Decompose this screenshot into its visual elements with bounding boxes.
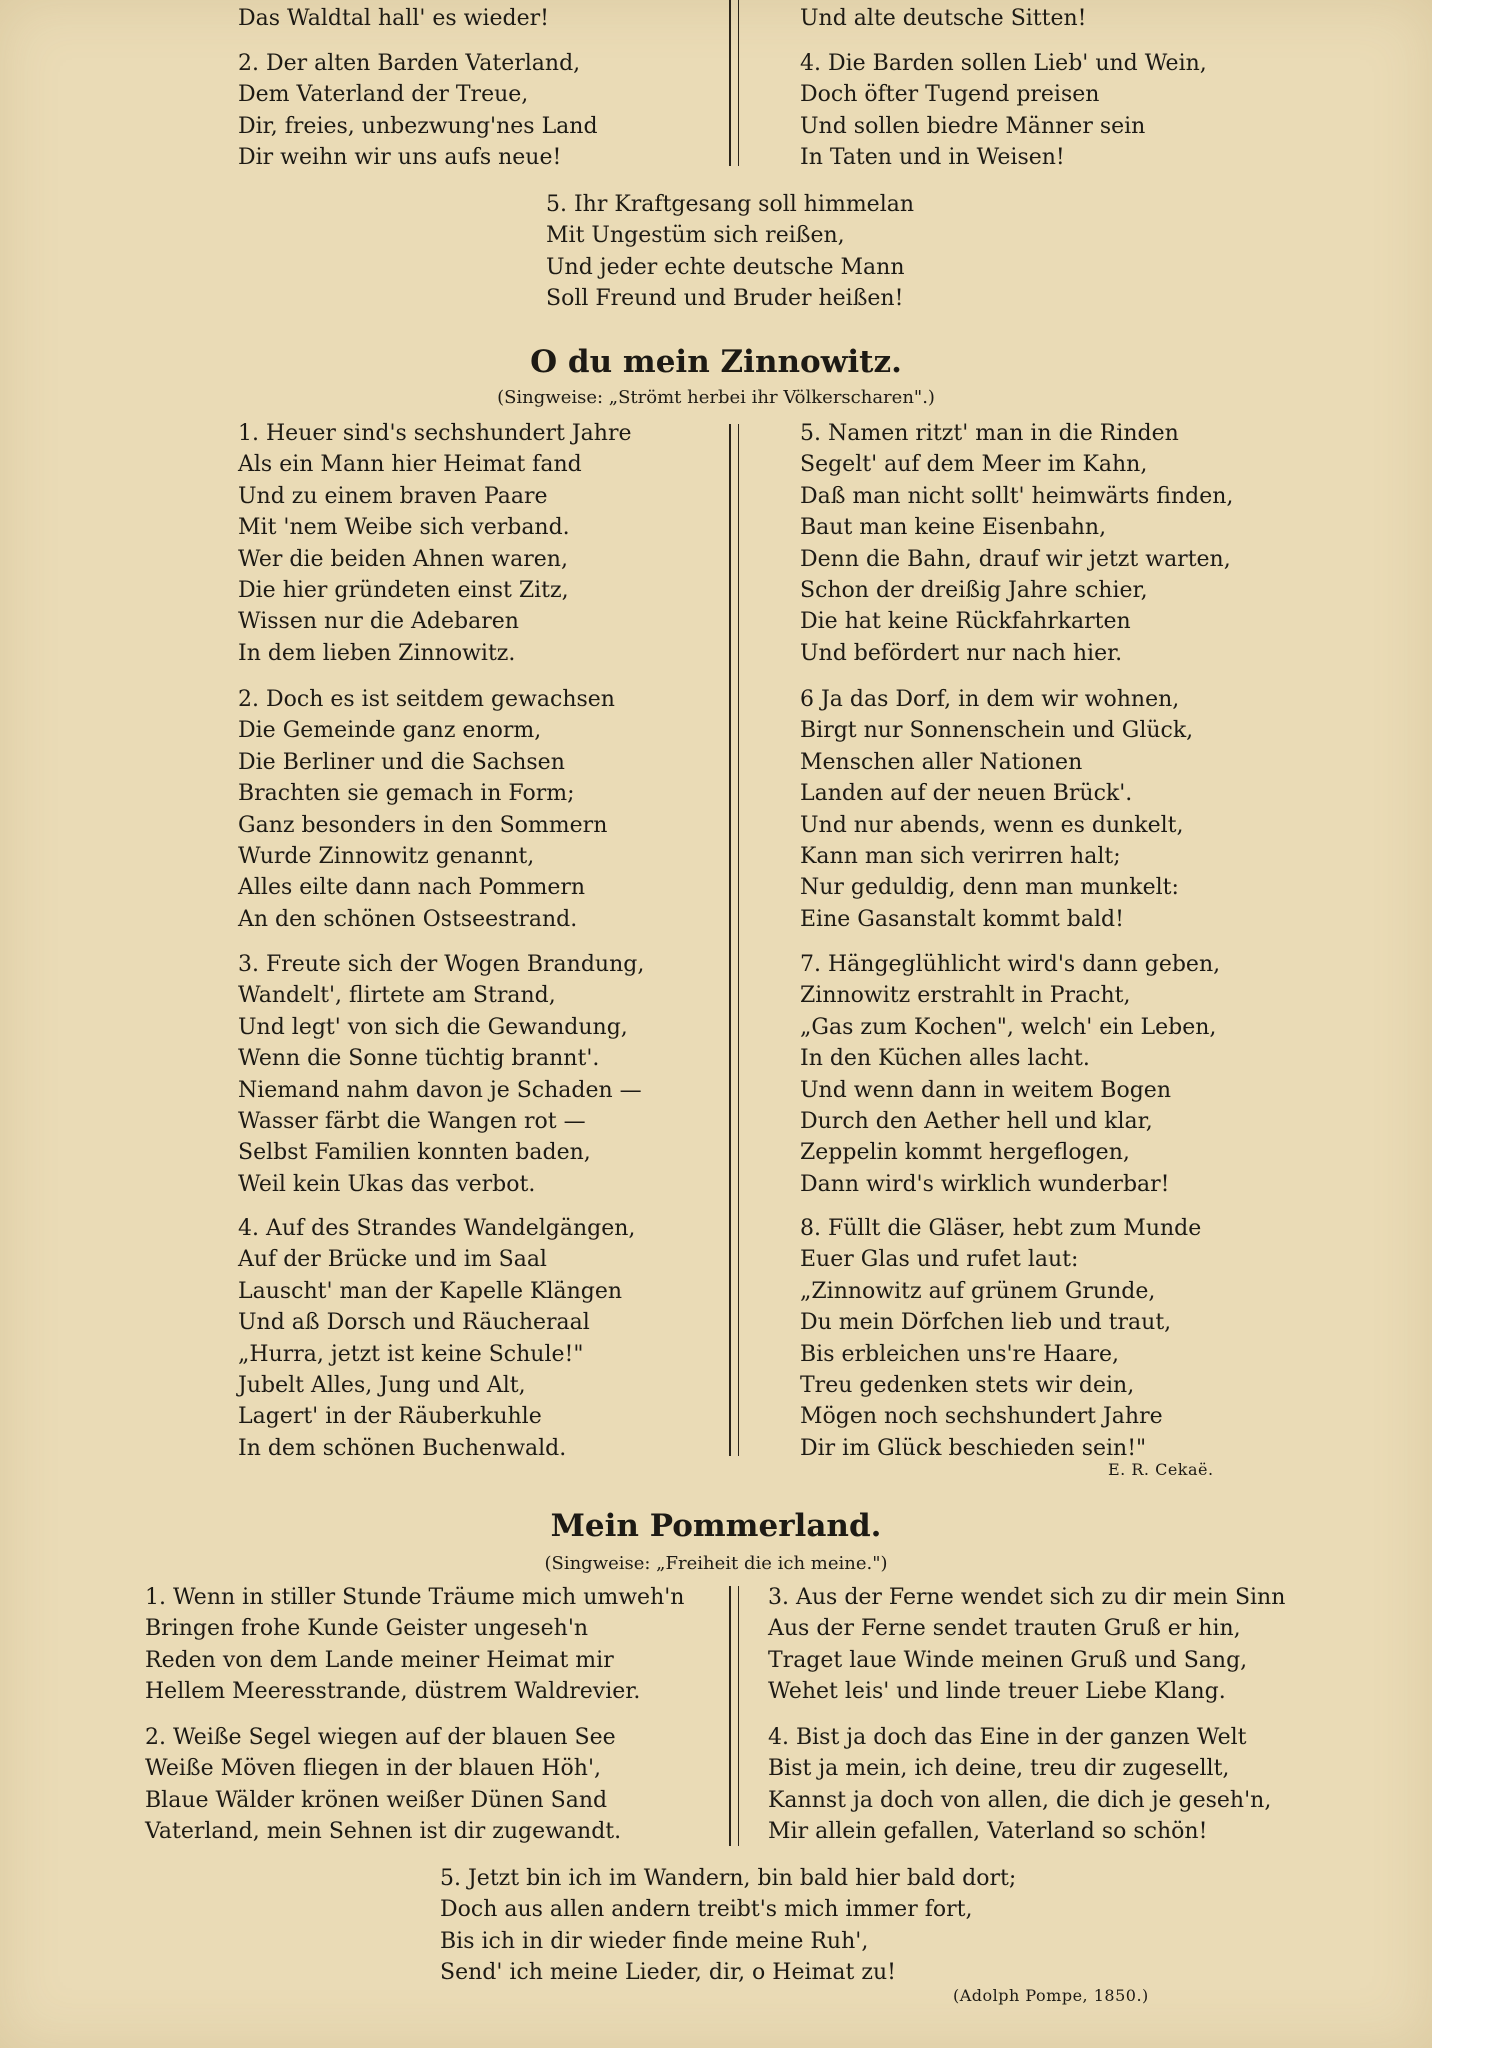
verse-line: 2. Der alten Barden Vaterland, <box>238 51 581 76</box>
top-stanza-5 <box>546 189 914 315</box>
verse-line: Wenn die Sonne tüchtig brannt'. <box>238 1046 600 1072</box>
verse-line: Mit Ungestüm sich reißen, <box>546 223 845 249</box>
verse-line: Lagert' in der Räuberkuhle <box>238 1404 542 1430</box>
pommerland-stanza-3 <box>768 1582 1285 1708</box>
verse-line: 5. Jetzt bin ich im Wandern, bin bald hier bald dort; <box>440 1866 1017 1891</box>
author-credit-zinnowitz: E. R. Cekaë. <box>1108 1460 1214 1479</box>
verse-line: Lauscht' man der Kapelle Klängen <box>238 1278 623 1304</box>
verse-line: Vaterland, mein Sehnen ist dir zugewandt. <box>145 1819 622 1845</box>
verse-line: In dem lieben Zinnowitz. <box>238 640 516 666</box>
verse-line: Wandelt', flirtete am Strand, <box>238 983 556 1009</box>
verse-line: Und zu einem braven Paare <box>238 483 548 509</box>
top-stanza-3-end <box>800 3 1087 34</box>
top-stanza-4 <box>800 48 1207 174</box>
verse-line: Alles eilte dann nach Pommern <box>238 875 586 901</box>
verse-line: Und aß Dorsch und Räucheraal <box>238 1310 590 1336</box>
pommerland-stanza-1 <box>145 1582 684 1708</box>
verse-line: In Taten und in Weisen! <box>800 145 1065 171</box>
verse-line: Wissen nur die Adebaren <box>238 609 519 635</box>
zinnowitz-stanza-3 <box>238 949 644 1200</box>
verse-line: 4. Bist ja doch das Eine in der ganzen Welt <box>768 1725 1247 1750</box>
verse-line: Baut man keine Eisenbahn, <box>800 515 1107 541</box>
verse-line: Mir allein gefallen, Vaterland so schön! <box>768 1819 1208 1845</box>
verse-line: 4. Die Barden sollen Lieb' und Wein, <box>800 51 1207 76</box>
column-divider <box>729 424 739 1456</box>
verse-line: Soll Freund und Bruder heißen! <box>546 286 904 312</box>
verse-line: Blaue Wälder krönen weißer Dünen Sand <box>145 1787 608 1813</box>
verse-line: 7. Hängeglühlicht wird's dann geben, <box>800 952 1221 977</box>
zinnowitz-stanza-6 <box>800 684 1193 935</box>
verse-line: Segelt' auf dem Meer im Kahn, <box>800 452 1148 478</box>
verse-line: Euer Glas und rufet laut: <box>800 1247 1079 1273</box>
verse-line: Ganz besonders in den Sommern <box>238 812 608 838</box>
verse-line: Kann man sich verirren halt; <box>800 844 1121 870</box>
song-subtitle-zinnowitz: (Singweise: „Strömt herbei ihr Völkerscharen".) <box>497 387 935 408</box>
verse-line: Weil kein Ukas das verbot. <box>238 1171 536 1197</box>
verse-line: Dir im Glück beschieden sein!" <box>800 1435 1147 1461</box>
verse-line: Wasser färbt die Wangen rot — <box>238 1109 586 1135</box>
verse-line: 6 Ja das Dorf, in dem wir wohnen, <box>800 687 1180 712</box>
verse-line: 2. Weiße Segel wiegen auf der blauen See <box>145 1725 616 1750</box>
song-title-zinnowitz: O du mein Zinnowitz. <box>530 344 902 380</box>
column-divider <box>729 0 739 166</box>
verse-line: Reden von dem Lande meiner Heimat mir <box>145 1647 614 1673</box>
verse-line: Jubelt Alles, Jung und Alt, <box>238 1373 526 1399</box>
verse-line: Menschen aller Nationen <box>800 749 1083 775</box>
verse-line: Dir, freies, unbezwung'nes Land <box>238 113 598 139</box>
verse-line: 3. Aus der Ferne wendet sich zu dir mein Sinn <box>768 1585 1286 1610</box>
verse-line: Auf der Brücke und im Saal <box>238 1247 547 1273</box>
verse-line: Bist ja mein, ich deine, treu dir zugesellt, <box>768 1756 1230 1782</box>
verse-line: Treu gedenken stets wir dein, <box>800 1373 1135 1399</box>
verse-line: Dir weihn wir uns aufs neue! <box>238 145 562 171</box>
verse-line: Du mein Dörfchen lieb und traut, <box>800 1310 1172 1336</box>
verse-line: In dem schönen Buchenwald. <box>238 1435 567 1461</box>
verse-line: „Hurra, jetzt ist keine Schule!" <box>238 1341 584 1367</box>
verse-line: Brachten sie gemach in Form; <box>238 781 575 807</box>
verse-line: Doch öfter Tugend preisen <box>800 82 1100 108</box>
zinnowitz-stanza-1 <box>238 418 632 669</box>
zinnowitz-stanza-5 <box>800 418 1233 669</box>
verse-line: Bis ich in dir wieder finde meine Ruh', <box>440 1928 869 1954</box>
verse-line: Doch aus allen andern treibt's mich immer fort, <box>440 1897 973 1923</box>
verse-line: Wer die beiden Ahnen waren, <box>238 546 568 572</box>
verse-line: „Gas zum Kochen", welch' ein Leben, <box>800 1014 1217 1040</box>
verse-line: 3. Freute sich der Wogen Brandung, <box>238 952 645 977</box>
pommerland-stanza-4 <box>768 1722 1271 1848</box>
verse-line: Mögen noch sechshundert Jahre <box>800 1404 1163 1430</box>
verse-line: 1. Heuer sind's sechshundert Jahre <box>238 421 632 446</box>
verse-line: Die hier gründeten einst Zitz, <box>238 578 569 604</box>
verse-line: Birgt nur Sonnenschein und Glück, <box>800 718 1194 744</box>
verse-line: 4. Auf des Strandes Wandelgängen, <box>238 1216 636 1241</box>
verse-line: Selbst Familien konnten baden, <box>238 1140 591 1166</box>
verse-line: Aus der Ferne sendet trauten Gruß er hin, <box>768 1616 1241 1642</box>
author-credit-pommerland: (Adolph Pompe, 1850.) <box>953 1986 1149 2005</box>
verse-line: Das Waldtal hall' es wieder! <box>238 6 550 31</box>
verse-line: 5. Namen ritzt' man in die Rinden <box>800 421 1179 446</box>
verse-line: Mit 'nem Weibe sich verband. <box>238 515 570 541</box>
verse-line: Eine Gasanstalt kommt bald! <box>800 906 1124 932</box>
zinnowitz-stanza-7 <box>800 949 1220 1200</box>
verse-line: An den schönen Ostseestrand. <box>238 906 578 932</box>
verse-line: Dann wird's wirklich wunderbar! <box>800 1171 1170 1197</box>
verse-line: Die hat keine Rückfahrkarten <box>800 609 1131 635</box>
verse-line: Niemand nahm davon je Schaden — <box>238 1077 642 1103</box>
page-margin <box>1432 0 1488 2048</box>
verse-line: Und alte deutsche Sitten! <box>800 6 1087 31</box>
zinnowitz-stanza-2 <box>238 684 615 935</box>
verse-line: Wehet leis' und linde treuer Liebe Klang. <box>768 1679 1226 1705</box>
pommerland-stanza-5 <box>440 1863 1016 1989</box>
verse-line: Und wenn dann in weitem Bogen <box>800 1077 1171 1103</box>
zinnowitz-stanza-4 <box>238 1213 635 1464</box>
verse-line: Die Berliner und die Sachsen <box>238 749 565 775</box>
zinnowitz-stanza-8 <box>800 1213 1201 1464</box>
verse-line: Traget laue Winde meinen Gruß und Sang, <box>768 1647 1248 1673</box>
verse-line: Bis erbleichen uns're Haare, <box>800 1341 1120 1367</box>
verse-line: Landen auf der neuen Brück'. <box>800 781 1133 807</box>
verse-line: 8. Füllt die Gläser, hebt zum Munde <box>800 1216 1202 1241</box>
verse-line: 5. Ihr Kraftgesang soll himmelan <box>546 192 915 217</box>
verse-line: Und jeder echte deutsche Mann <box>546 254 905 280</box>
top-stanza-1-end <box>238 3 549 34</box>
verse-line: Die Gemeinde ganz enorm, <box>238 718 542 744</box>
verse-line: „Zinnowitz auf grünem Grunde, <box>800 1278 1156 1304</box>
verse-line: 2. Doch es ist seitdem gewachsen <box>238 687 615 712</box>
verse-line: Dem Vaterland der Treue, <box>238 82 529 108</box>
verse-line: Weiße Möven fliegen in der blauen Höh', <box>145 1756 601 1782</box>
verse-line: Zinnowitz erstrahlt in Pracht, <box>800 983 1131 1009</box>
verse-line: Und befördert nur nach hier. <box>800 640 1123 666</box>
verse-line: Nur geduldig, denn man munkelt: <box>800 875 1179 901</box>
verse-line: Schon der dreißig Jahre schier, <box>800 578 1148 604</box>
verse-line: Hellem Meeresstrande, düstrem Waldrevier. <box>145 1679 641 1705</box>
verse-line: Daß man nicht sollt' heimwärts finden, <box>800 483 1234 509</box>
verse-line: Denn die Bahn, drauf wir jetzt warten, <box>800 546 1231 572</box>
verse-line: Bringen frohe Kunde Geister ungeseh'n <box>145 1616 589 1642</box>
verse-line: Wurde Zinnowitz genannt, <box>238 844 535 870</box>
verse-line: Als ein Mann hier Heimat fand <box>238 452 582 478</box>
verse-line: Zeppelin kommt hergeflogen, <box>800 1140 1130 1166</box>
verse-line: Durch den Aether hell und klar, <box>800 1109 1153 1135</box>
verse-line: Kannst ja doch von allen, die dich je geseh'n, <box>768 1787 1272 1813</box>
verse-line: Und legt' von sich die Gewandung, <box>238 1014 628 1040</box>
verse-line: Und sollen biedre Männer sein <box>800 113 1146 139</box>
verse-line: 1. Wenn in stiller Stunde Träume mich umweh'n <box>145 1585 685 1610</box>
top-stanza-2 <box>238 48 598 174</box>
song-title-pommerland: Mein Pommerland. <box>550 1508 882 1544</box>
pommerland-stanza-2 <box>145 1722 621 1848</box>
verse-line: In den Küchen alles lacht. <box>800 1046 1090 1072</box>
verse-line: Und nur abends, wenn es dunkelt, <box>800 812 1184 838</box>
song-subtitle-pommerland: (Singweise: „Freiheit die ich meine.") <box>544 1553 888 1574</box>
column-divider <box>729 1586 739 1846</box>
verse-line: Send' ich meine Lieder, dir, o Heimat zu! <box>440 1960 896 1986</box>
